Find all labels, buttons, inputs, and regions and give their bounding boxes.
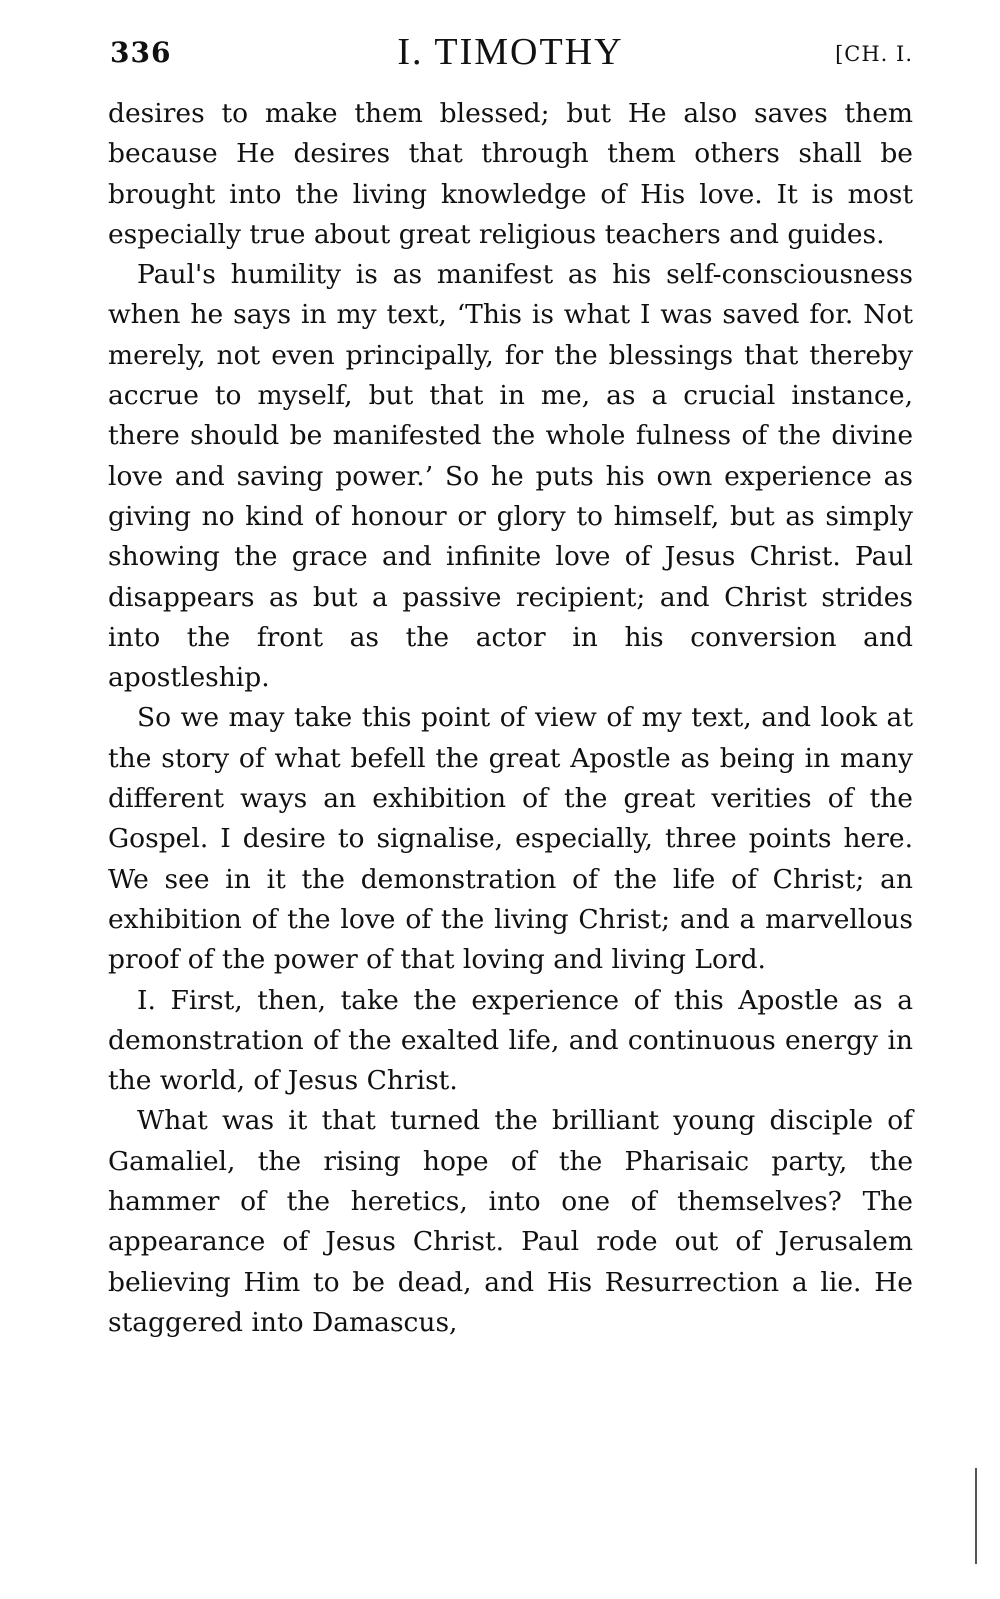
paragraph: What was it that turned the brilliant young disciple of Gamaliel, the rising hope of the Pharisaic party, the hammer of the heretics, into one of themselves? The appearance of Jesus Christ. Paul rode out of Jerusalem believing Him to be dead, and His Resurrection a lie. He staggered into Damascus, bbox=[108, 1105, 913, 1338]
page-number: 336 bbox=[110, 36, 172, 69]
running-title: I. TIMOTHY bbox=[397, 31, 624, 73]
paragraph: I. First, then, take the experience of this Apostle as a demonstration of the exalted life, and continuous energy in the world, of Jesus Christ. bbox=[108, 984, 913, 1097]
paragraph-continued: desires to make them blessed; but He also saves them because He desires that through them others shall be brought into the living knowledge of His love. It is most especially true about great religious teachers and guides. bbox=[108, 98, 913, 250]
book-page bbox=[108, 30, 913, 1343]
chapter-reference: [CH. I. bbox=[835, 42, 913, 66]
paragraph: So we may take this point of view of my text, and look at the story of what befell the great Apostle as being in many different ways an exhibition of the great verities of the Gospel. I desire to signalise, especially, three points here. We see in it the demonstration of the life of Christ; an exhibition of the love of the living Christ; and a marvellous proof of the power of that loving and living Lord. bbox=[108, 702, 913, 976]
paragraph: Paul's humility is as manifest as his self-consciousness when he says in my text, ‘This is what I was saved for. Not merely, not even principally, for the blessings that thereby accrue to myself, but that in me, as a crucial instance, there should be manifested the whole fulness of the divine love and saving power.’ So he puts his own experience as giving no kind of honour or glory to himself, but as simply showing the grace and infinite love of Jesus Christ. Paul disappears as but a passive recipient; and Christ strides into the front as the actor in his conversion and apostleship. bbox=[108, 259, 913, 694]
body-text bbox=[108, 94, 913, 1343]
page-header bbox=[108, 30, 913, 78]
page-edge-mark bbox=[975, 1468, 977, 1564]
